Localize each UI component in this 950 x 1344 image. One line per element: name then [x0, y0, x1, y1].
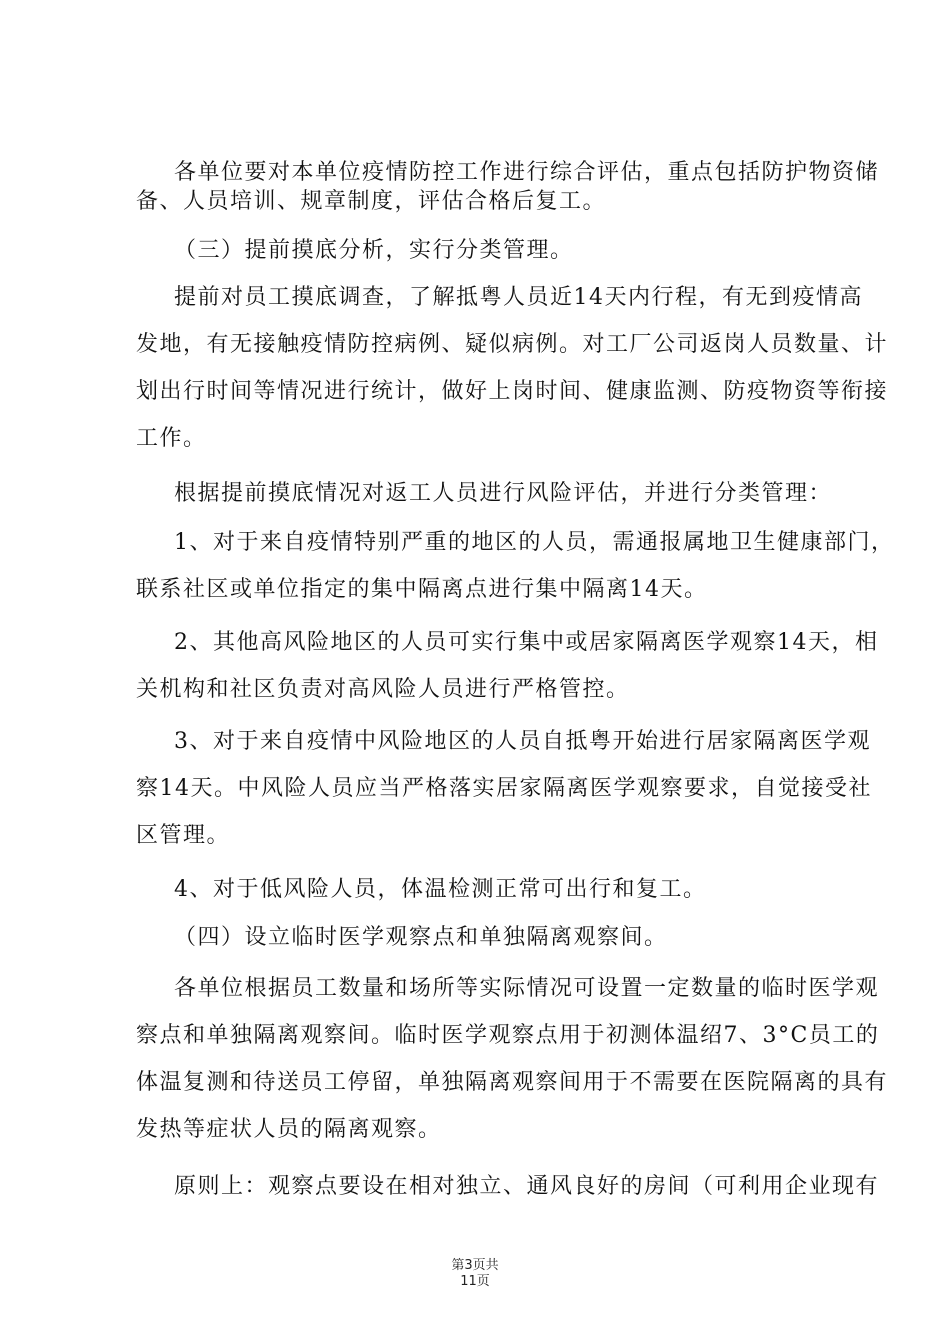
text-line: 各单位要对本单位疫情防控工作进行综合评估，重点包括防护物资储	[174, 160, 880, 185]
text-line: 察点和单独隔离观察间。临时医学观察点用于初测体温绍7、3°C员工的	[136, 1023, 880, 1048]
text-line: 原则上：观察点要设在相对独立、通风良好的房间（可利用企业现有	[174, 1174, 880, 1199]
text-line: 1、对于来自疫情特别严重的地区的人员，需通报属地卫生健康部门，	[174, 530, 895, 555]
text-line: 各单位根据员工数量和场所等实际情况可设置一定数量的临时医学观	[174, 976, 880, 1001]
list-item-2	[136, 619, 879, 713]
text-line: 体温复测和待送员工停留，单独隔离观察间用于不需要在医院隔离的具有	[136, 1070, 889, 1095]
text-line: 4、对于低风险人员，体温检测正常可出行和复工。	[174, 877, 707, 902]
paragraph-observation-points	[136, 965, 889, 1153]
section-heading-4	[136, 914, 836, 961]
text-line: 关机构和社区负责对高风险人员进行严格管控。	[136, 677, 630, 702]
paragraph-survey	[136, 274, 889, 462]
paragraph-risk-assessment	[136, 470, 836, 517]
list-item-3	[136, 718, 872, 859]
paragraph-principle	[136, 1163, 880, 1210]
heading-text: （四）设立临时医学观察点和单独隔离观察间。	[174, 925, 668, 950]
text-line: 发地，有无接触疫情防控病例、疑似病例。对工厂公司返岗人员数量、计	[136, 332, 889, 357]
text-line: 提前对员工摸底调查，了解抵粤人员近14天内行程，有无到疫情高	[174, 285, 863, 310]
list-item-4	[136, 866, 836, 913]
page-number-line-1: 第3页共	[451, 1258, 499, 1273]
section-heading-3	[136, 227, 836, 274]
text-line: 联系社区或单位指定的集中隔离点进行集中隔离14天。	[136, 577, 708, 602]
page-footer	[0, 1258, 950, 1290]
text-line: 发热等症状人员的隔离观察。	[136, 1117, 442, 1142]
text-line: 3、对于来自疫情中风险地区的人员自抵粤开始进行居家隔离医学观	[174, 729, 871, 754]
text-line: 2、其他高风险地区的人员可实行集中或居家隔离医学观察14天，相	[174, 630, 879, 655]
paragraph-evaluation	[136, 158, 880, 216]
text-line: 备、人员培训、规章制度，评估合格后复工。	[136, 189, 607, 214]
text-line: 划出行时间等情况进行统计，做好上岗时间、健康监测、防疫物资等衔接	[136, 379, 889, 404]
list-item-1	[136, 519, 895, 613]
page-number-line-2: 11页	[460, 1274, 490, 1289]
text-line: 区管理。	[136, 823, 231, 848]
text-line: 工作。	[136, 426, 207, 451]
heading-text: （三）提前摸底分析，实行分类管理。	[174, 238, 574, 263]
text-line: 察14天。中风险人员应当严格落实居家隔离医学观察要求，自觉接受社	[136, 776, 872, 801]
text-line: 根据提前摸底情况对返工人员进行风险评估，并进行分类管理：	[174, 481, 833, 506]
